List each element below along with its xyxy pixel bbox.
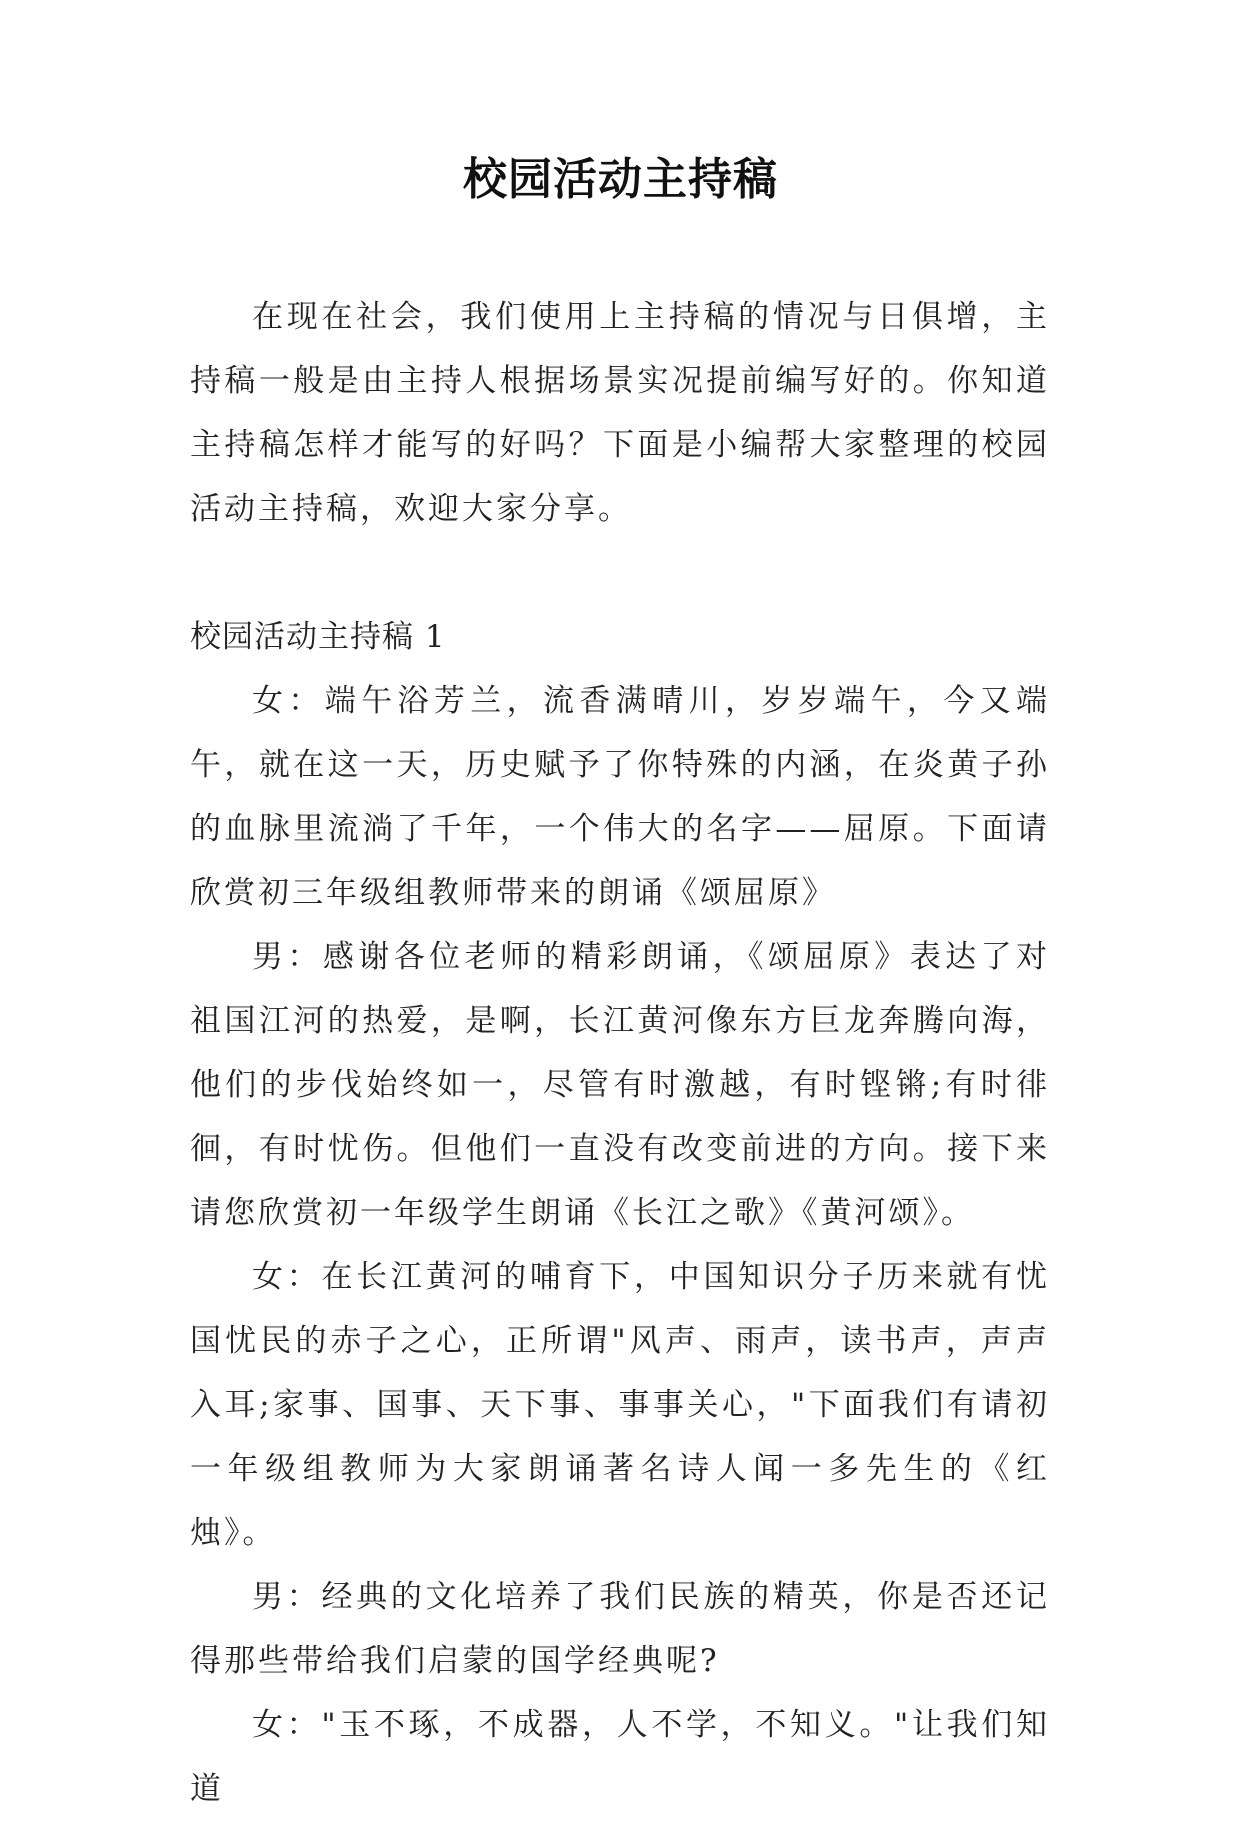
section-heading: 校园活动主持稿 1 (190, 619, 446, 655)
dialogue-paragraph: 男：经典的文化培养了我们民族的精英，你是否还记得那些带给我们启蒙的国学经典呢? (190, 1579, 1050, 1679)
dialogue-paragraph: 女：在长江黄河的哺育下，中国知识分子历来就有忧国忧民的赤子之心，正所谓"风声、雨声，读书声，声声入耳;家事、国事、天下事、事事关心，"下面我们有请初一年级组教师为大家朗诵著名诗人闻一多先生的《红烛》。 (190, 1259, 1050, 1551)
dialogue-paragraph: 女：端午浴芳兰，流香满晴川，岁岁端午，今又端午，就在这一天，历史赋予了你特殊的内涵，在炎黄子孙的血脉里流淌了千年，一个伟大的名字——屈原。下面请欣赏初三年级组教师带来的朗诵《颂屈原》 (190, 683, 1050, 911)
dialogue-paragraph: 男：感谢各位老师的精彩朗诵，《颂屈原》表达了对祖国江河的热爱，是啊，长江黄河像东方巨龙奔腾向海，他们的步伐始终如一，尽管有时激越，有时铿锵;有时徘徊，有时忧伤。但他们一直没有改变前进的方向。接下来请您欣赏初一年级学生朗诵《长江之歌》《黄河颂》。 (190, 939, 1050, 1231)
dialogue-paragraph: 女："玉不琢，不成器，人不学，不知义。"让我们知道 (190, 1707, 1050, 1807)
document-title: 校园活动主持稿 (463, 154, 778, 205)
document-body (190, 285, 1050, 1821)
intro-paragraph: 在现在社会，我们使用上主持稿的情况与日俱增，主持稿一般是由主持人根据场景实况提前编写好的。你知道主持稿怎样才能写的好吗？下面是小编帮大家整理的校园活动主持稿，欢迎大家分享。 (190, 299, 1050, 527)
